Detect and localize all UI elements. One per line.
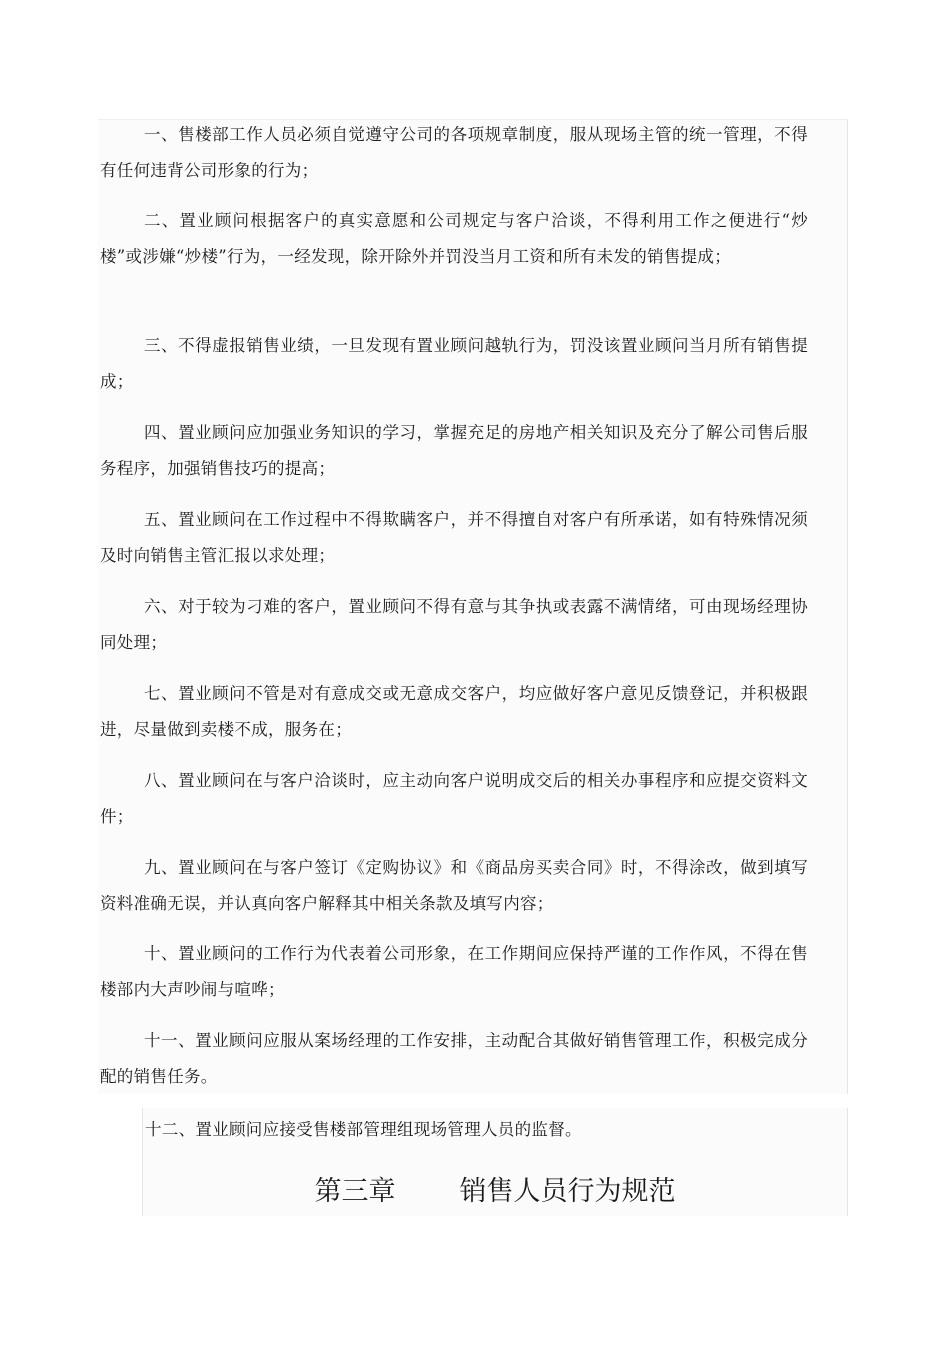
paragraph-10: 十、置业顾问的工作行为代表着公司形象，在工作期间应保持严谨的工作作风，不得在售楼部内大声吵闹与喧哗； [100,944,808,999]
chapter-title: 销售人员行为规范 [459,1176,676,1207]
paragraph-11: 十一、置业顾问应服从案场经理的工作安排，主动配合其做好销售管理工作，积极完成分配的销售任务。 [100,1031,808,1086]
paragraph-1: 一、售楼部工作人员必须自觉遵守公司的各项规章制度，服从现场主管的统一管理，不得有任何违背公司形象的行为； [100,125,808,180]
paragraph-8: 八、置业顾问在与客户洽谈时，应主动向客户说明成交后的相关办事程序和应提交资料文件； [100,771,808,826]
paragraph-6: 六、对于较为刁难的客户，置业顾问不得有意与其争执或表露不满情绪，可由现场经理协同处理； [100,597,808,652]
chapter-heading [142,1172,848,1212]
paragraph-5: 五、置业顾问在工作过程中不得欺瞒客户，并不得擅自对客户有所承诺，如有特殊情况须及时向销售主管汇报以求处理； [100,510,808,565]
paragraph-9: 九、置业顾问在与客户签订《定购协议》和《商品房买卖合同》时，不得涂改，做到填写资料准确无误，并认真向客户解释其中相关条款及填写内容； [100,858,808,913]
paragraph-7: 七、置业顾问不管是对有意成交或无意成交客户，均应做好客户意见反馈登记，并积极跟进，尽量做到卖楼不成，服务在； [100,684,808,739]
paragraph-4: 四、置业顾问应加强业务知识的学习，掌握充足的房地产相关知识及充分了解公司售后服务程序，加强销售技巧的提高； [100,423,808,478]
paragraph-12: 十二、置业顾问应接受售楼部管理组现场管理人员的监督。 [145,1120,582,1139]
paragraph-2: 二、置业顾问根据客户的真实意愿和公司规定与客户洽谈，不得利用工作之便进行“炒楼”或涉嫌“炒楼”行为，一经发现，除开除外并罚没当月工资和所有未发的销售提成； [100,211,808,266]
chapter-number: 第三章 [314,1176,396,1207]
paragraph-3: 三、不得虚报销售业绩，一旦发现有置业顾问越轨行为，罚没该置业顾问当月所有销售提成； [100,336,808,391]
